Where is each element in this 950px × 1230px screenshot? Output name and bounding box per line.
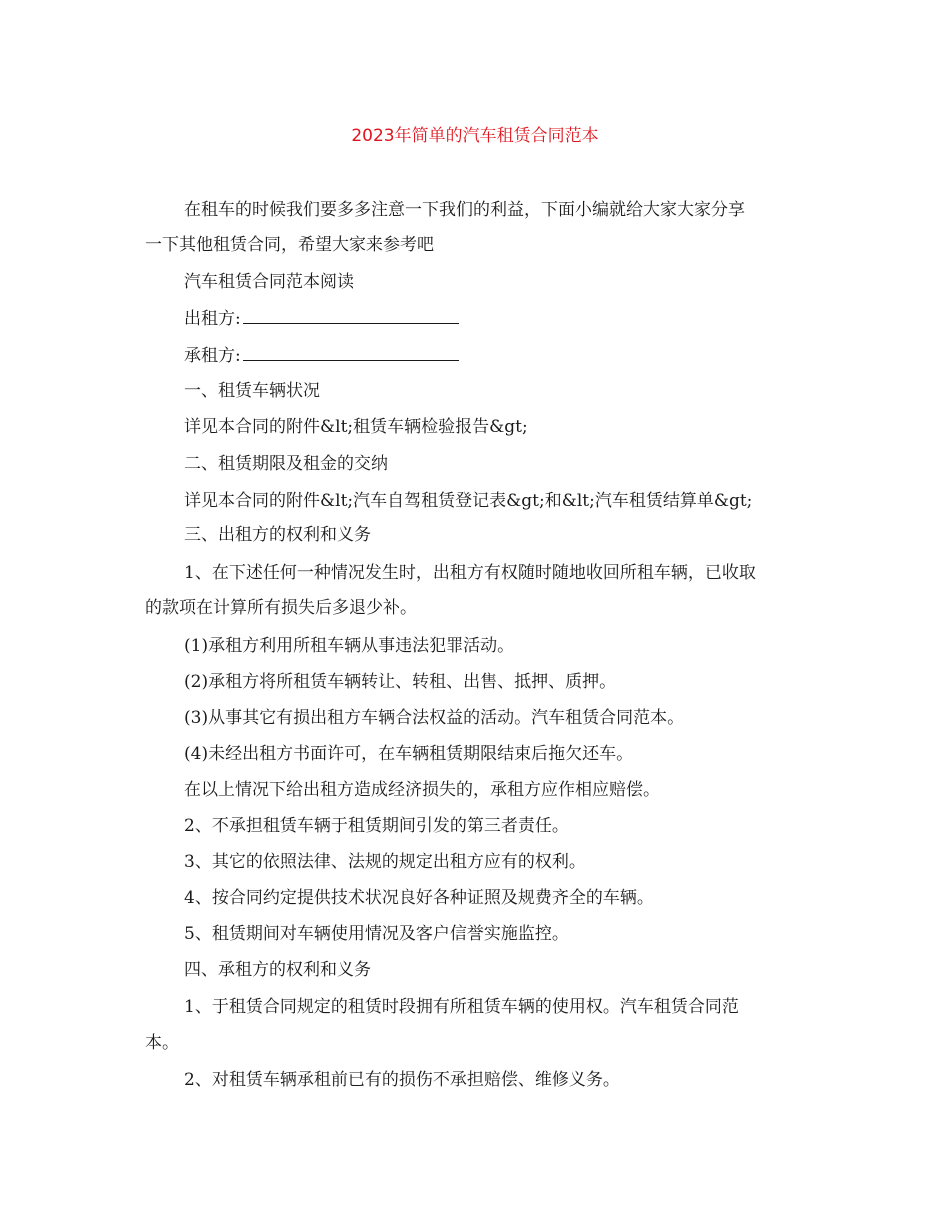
section-3-item-2: 2、不承担租赁车辆于租赁期间引发的第三者责任。 xyxy=(184,816,569,836)
document-title: 2023年简单的汽车租赁合同范本 xyxy=(351,126,599,146)
section-1-heading: 一、租赁车辆状况 xyxy=(184,381,320,401)
section-1-text: 详见本合同的附件&lt;租赁车辆检验报告&gt; xyxy=(184,417,528,437)
section-3-item-1-line-2: 的款项在计算所有损失后多退少补。 xyxy=(145,598,417,618)
section-3-item-4: 4、按合同约定提供技术状况良好各种证照及规费齐全的车辆。 xyxy=(184,888,654,908)
section-2-text: 详见本合同的附件&lt;汽车自驾租赁登记表&gt;和&lt;汽车租赁结算单&gt; xyxy=(184,491,753,511)
section-3-item-1-line-1: 1、在下述任何一种情况发生时，出租方有权随时随地收回所租车辆，已收取 xyxy=(184,563,756,583)
section-3-sub-1: (1)承租方利用所租车辆从事违法犯罪活动。 xyxy=(184,636,515,656)
lessor-blank-line xyxy=(243,309,459,324)
section-3-sub-3: (3)从事其它有损出租方车辆合法权益的活动。汽车租赁合同范本。 xyxy=(184,708,685,728)
section-2-heading: 二、租赁期限及租金的交纳 xyxy=(184,454,388,474)
intro-paragraph-line-2: 一下其他租赁合同，希望大家来参考吧 xyxy=(145,235,434,255)
section-3-sub-2: (2)承租方将所租赁车辆转让、转租、出售、抵押、质押。 xyxy=(184,672,617,692)
lessee-field xyxy=(184,344,459,368)
section-4-item-1-line-2: 本。 xyxy=(145,1033,179,1053)
section-3-compensation: 在以上情况下给出租方造成经济损失的，承租方应作相应赔偿。 xyxy=(184,780,660,800)
lessee-label: 承租方: xyxy=(184,346,241,366)
section-3-item-3: 3、其它的依照法律、法规的规定出租方应有的权利。 xyxy=(184,852,586,872)
subtitle: 汽车租赁合同范本阅读 xyxy=(184,272,354,292)
lessee-blank-line xyxy=(243,346,459,361)
section-3-sub-4: (4)未经出租方书面许可，在车辆租赁期限结束后拖欠还车。 xyxy=(184,744,634,764)
section-4-item-1-line-1: 1、于租赁合同规定的租赁时段拥有所租赁车辆的使用权。汽车租赁合同范 xyxy=(184,997,739,1017)
lessor-label: 出租方: xyxy=(184,309,241,329)
section-4-heading: 四、承租方的权利和义务 xyxy=(184,960,371,980)
section-3-item-5: 5、租赁期间对车辆使用情况及客户信誉实施监控。 xyxy=(184,924,569,944)
section-4-item-2: 2、对租赁车辆承租前已有的损伤不承担赔偿、维修义务。 xyxy=(184,1070,620,1090)
lessor-field xyxy=(184,307,459,331)
section-3-heading: 三、出租方的权利和义务 xyxy=(184,525,371,545)
intro-paragraph-line-1: 在租车的时候我们要多多注意一下我们的利益，下面小编就给大家大家分享 xyxy=(184,200,745,220)
